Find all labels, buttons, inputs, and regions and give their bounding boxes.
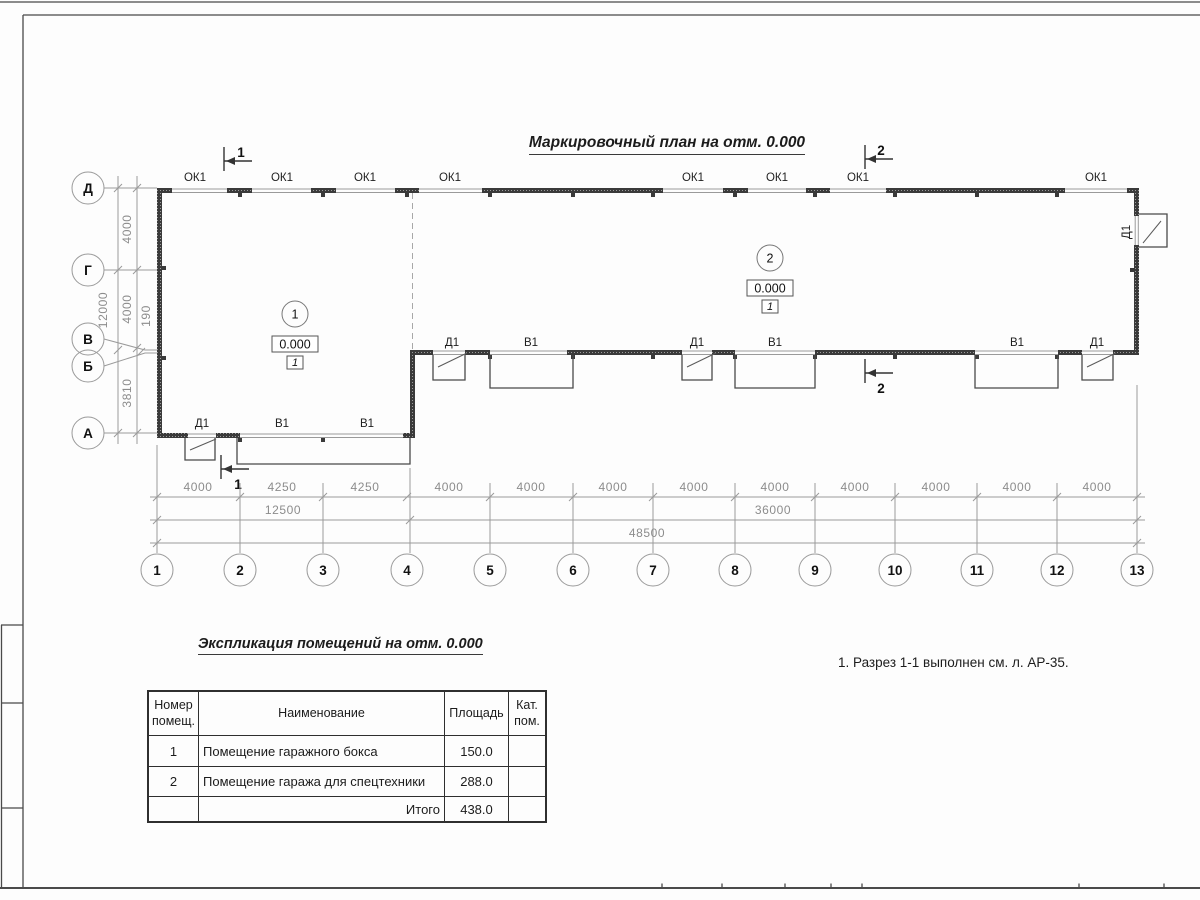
- svg-text:Д1: Д1: [689, 337, 705, 349]
- svg-text:1: 1: [766, 301, 774, 313]
- explication-title: [198, 636, 483, 655]
- svg-text:11: 11: [969, 563, 985, 578]
- section-1-top-label: 1: [237, 145, 245, 160]
- svg-text:ОК1: ОК1: [353, 172, 377, 184]
- svg-text:4000: 4000: [760, 480, 790, 494]
- row-axis-a: А: [83, 426, 93, 441]
- table-header-row: [148, 691, 546, 736]
- svg-text:13: 13: [1129, 563, 1145, 578]
- svg-text:ОК1: ОК1: [183, 172, 207, 184]
- svg-text:2: 2: [236, 563, 244, 578]
- svg-text:Д1: Д1: [444, 337, 460, 349]
- plan-title: [517, 134, 817, 155]
- section-2-bottom-label: 2: [877, 381, 885, 396]
- section-2-top-label: 2: [877, 143, 885, 158]
- svg-text:4000: 4000: [120, 214, 134, 244]
- svg-text:В1: В1: [359, 418, 375, 430]
- svg-text:190: 190: [139, 305, 153, 327]
- walls: [157, 188, 1139, 438]
- row-axis-d: Д: [83, 181, 93, 196]
- svg-text:12500: 12500: [264, 503, 302, 517]
- svg-text:7: 7: [649, 563, 657, 578]
- explication-title-text: Экспликация помещений на отм. 0.000: [198, 636, 483, 655]
- svg-text:3810: 3810: [120, 378, 134, 408]
- cell-room-area: 150.0: [445, 736, 509, 767]
- row-axis-b: Б: [83, 359, 93, 374]
- svg-text:1: 1: [291, 357, 299, 369]
- cell-empty: [509, 797, 547, 823]
- col-axis-circles: [141, 554, 1153, 586]
- svg-text:В1: В1: [523, 337, 539, 349]
- cell-room-number: 1: [148, 736, 199, 767]
- room-marker-1: [272, 301, 318, 369]
- window-opening-lines: [172, 189, 1138, 438]
- svg-text:ОК1: ОК1: [438, 172, 462, 184]
- svg-text:4000: 4000: [120, 294, 134, 324]
- cell-total-area: 438.0: [445, 797, 509, 823]
- svg-text:4000: 4000: [840, 480, 870, 494]
- svg-text:0.000: 0.000: [279, 337, 311, 352]
- header-category: Кат. пом.: [509, 691, 547, 736]
- svg-text:1: 1: [291, 307, 299, 322]
- svg-text:4000: 4000: [434, 480, 464, 494]
- svg-text:12000: 12000: [96, 291, 110, 329]
- table-row: [148, 736, 546, 767]
- svg-text:4000: 4000: [1002, 480, 1032, 494]
- svg-text:4000: 4000: [598, 480, 628, 494]
- window-labels: [184, 172, 1107, 184]
- svg-text:36000: 36000: [754, 503, 792, 517]
- svg-text:6: 6: [569, 563, 577, 578]
- svg-text:48500: 48500: [628, 526, 666, 540]
- plan-title-text: Маркировочный план на отм. 0.000: [529, 134, 805, 155]
- svg-text:4250: 4250: [350, 480, 380, 494]
- svg-text:0.000: 0.000: [754, 281, 786, 296]
- svg-text:3: 3: [319, 563, 327, 578]
- cell-room-number: 2: [148, 767, 199, 797]
- svg-text:ОК1: ОК1: [1084, 172, 1108, 184]
- svg-text:ОК1: ОК1: [765, 172, 789, 184]
- header-room-number: Номер помещ.: [148, 691, 199, 736]
- cell-room-area: 288.0: [445, 767, 509, 797]
- svg-text:Д1: Д1: [1089, 337, 1105, 349]
- svg-text:ОК1: ОК1: [681, 172, 705, 184]
- row-axis-v: В: [83, 332, 93, 347]
- col-axis-numbers: [153, 563, 1145, 578]
- cell-room-name: Помещение гаражного бокса: [199, 736, 445, 767]
- section-1-bottom-label: 1: [234, 477, 242, 492]
- svg-text:8: 8: [731, 563, 739, 578]
- cell-total-label: Итого: [199, 797, 445, 823]
- cell-empty: [148, 797, 199, 823]
- svg-text:4250: 4250: [267, 480, 297, 494]
- svg-text:4000: 4000: [183, 480, 213, 494]
- svg-text:4000: 4000: [516, 480, 546, 494]
- svg-text:5: 5: [486, 563, 494, 578]
- cell-room-cat: [509, 736, 547, 767]
- svg-text:4000: 4000: [1082, 480, 1112, 494]
- svg-text:Д1: Д1: [1121, 224, 1133, 240]
- left-dimension-labels: [96, 214, 153, 407]
- door-gate-labels: [195, 225, 1133, 430]
- svg-text:4000: 4000: [679, 480, 709, 494]
- svg-text:В1: В1: [274, 418, 290, 430]
- svg-text:В1: В1: [1009, 337, 1025, 349]
- cell-room-name: Помещение гаража для спецтехники: [199, 767, 445, 797]
- room-marker-2: [747, 245, 793, 313]
- row-axis-g: Г: [84, 263, 92, 278]
- table-row: [148, 767, 546, 797]
- svg-text:Д1: Д1: [194, 418, 210, 430]
- section-note: 1. Разрез 1-1 выполнен см. л. АР-35.: [838, 655, 1069, 670]
- svg-text:4000: 4000: [921, 480, 951, 494]
- svg-text:2: 2: [766, 251, 774, 266]
- header-area: Площадь: [445, 691, 509, 736]
- svg-text:ОК1: ОК1: [846, 172, 870, 184]
- door-swing-lines: [190, 221, 1161, 450]
- cell-room-cat: [509, 767, 547, 797]
- explication-table: [147, 690, 547, 823]
- svg-text:9: 9: [811, 563, 819, 578]
- svg-text:10: 10: [887, 563, 903, 578]
- svg-text:1: 1: [153, 563, 161, 578]
- svg-text:В1: В1: [767, 337, 783, 349]
- svg-text:4: 4: [403, 563, 411, 578]
- svg-text:ОК1: ОК1: [270, 172, 294, 184]
- header-name: Наименование: [199, 691, 445, 736]
- table-total-row: [148, 797, 546, 823]
- svg-text:12: 12: [1049, 563, 1065, 578]
